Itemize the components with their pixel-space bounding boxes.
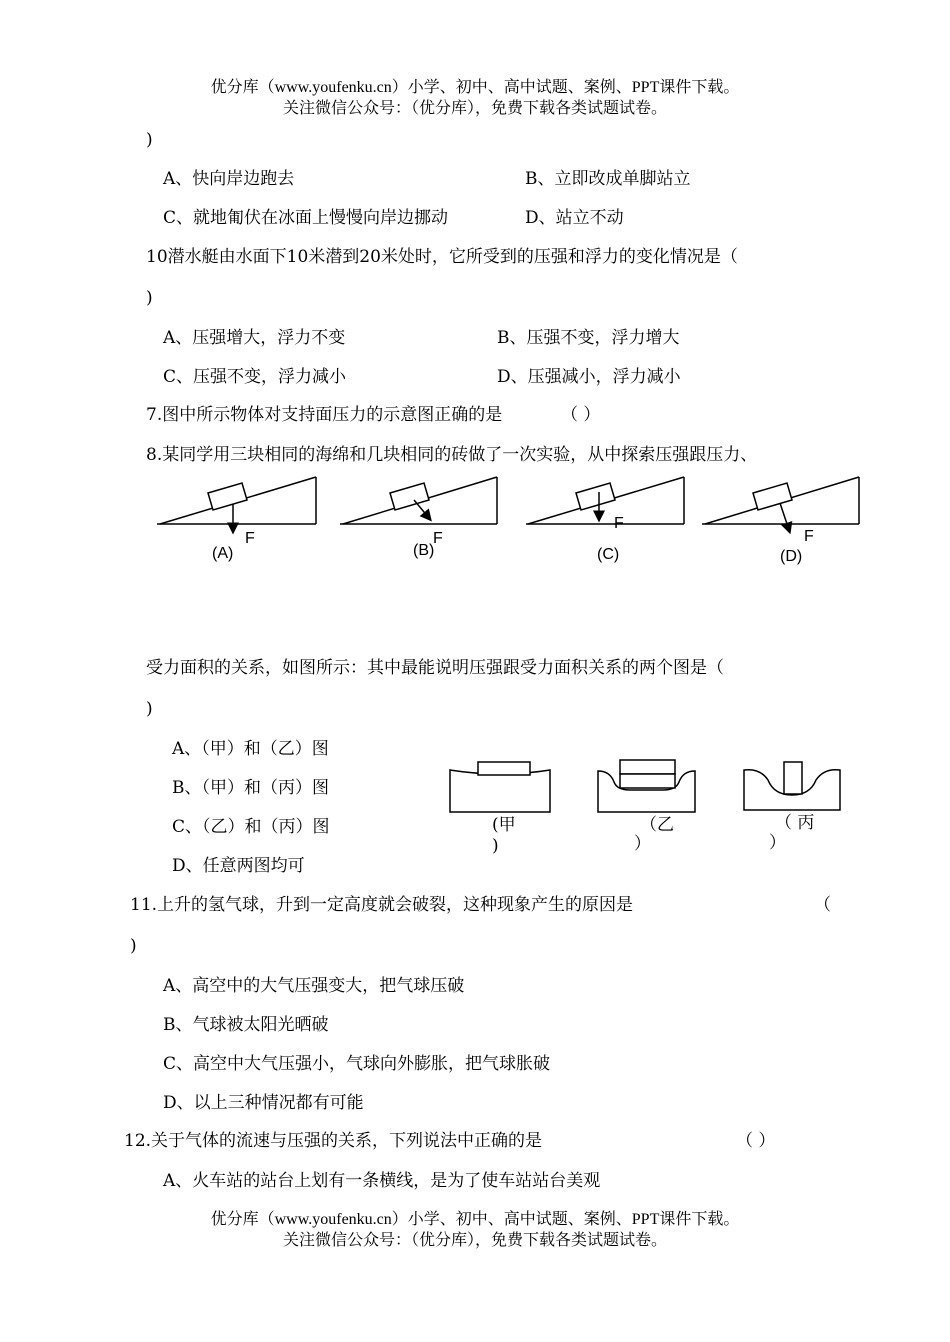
sponge-label-bing-close: ）: [769, 833, 786, 853]
header-line-1: 优分库（www.youfenku.cn）小学、初中、高中试题、案例、PPT课件下载。: [210, 79, 740, 96]
q11-option-c: C、高空中大气压强小，气球向外膨胀，把气球胀破: [163, 1054, 551, 1074]
q8-option-b: B、（甲）和（丙）图: [172, 778, 329, 798]
q11-stem: 11.上升的氢气球，升到一定高度就会破裂，这种现象产生的原因是: [130, 895, 634, 915]
q10-option-d: D、压强减小，浮力减小: [497, 367, 681, 387]
incline-c: [526, 477, 684, 524]
sponge-bing: [744, 762, 840, 810]
incline-a: [157, 477, 316, 530]
label-a: (A): [212, 545, 234, 562]
q8-option-a: A、（甲）和（乙）图: [172, 739, 329, 759]
q7-blank: （ ）: [561, 405, 601, 425]
label-d: (D): [780, 548, 803, 565]
label-c: (C): [597, 546, 620, 563]
sponge-label-jia: (甲: [492, 815, 516, 835]
q12-option-a: A、火车站的站台上划有一条横线，是为了使车站站台美观: [163, 1171, 601, 1191]
q10-option-a: A、压强增大，浮力不变: [163, 328, 346, 348]
q8-stem-line-2: 受力面积的关系，如图所示：其中最能说明压强跟受力面积关系的两个图是（: [146, 658, 724, 678]
q10-option-b: B、压强不变，浮力增大: [497, 328, 680, 348]
sponge-label-bing: （ 丙: [775, 813, 815, 833]
q11-option-b: B、气球被太阳光晒破: [163, 1015, 329, 1035]
force-label-b: F: [433, 530, 443, 547]
q11-open: （: [814, 895, 831, 915]
incline-b: [340, 477, 497, 524]
prev-option-d: D、站立不动: [525, 208, 624, 228]
q11-close: ): [130, 936, 137, 956]
q11-option-a: A、高空中的大气压强变大，把气球压破: [163, 976, 465, 996]
prev-option-a: A、快向岸边跑去: [163, 169, 295, 189]
header-line-2: 关注微信公众号：（优分库），免费下载各类试题试卷。: [282, 100, 667, 117]
incline-d: [702, 477, 859, 530]
prev-question-close: ): [146, 130, 153, 150]
q10-option-c: C、压强不变，浮力减小: [163, 367, 347, 387]
q10-close: ): [146, 288, 153, 308]
prev-option-b: B、立即改成单脚站立: [525, 169, 691, 189]
q8-option-d: D、任意两图均可: [172, 856, 305, 876]
force-label-a: F: [245, 530, 255, 547]
q8-stem-line-1: 8.某同学用三块相同的海绵和几块相同的砖做了一次实验，从中探索压强跟压力、: [146, 445, 758, 465]
q11-option-d: D、以上三种情况都有可能: [163, 1093, 364, 1113]
q10-stem: 10潜水艇由水面下10米潜到20米处时，它所受到的压强和浮力的变化情况是（: [146, 247, 738, 267]
q8-option-c: C、（乙）和（丙）图: [172, 817, 330, 837]
sponge-label-yi: （乙: [640, 815, 674, 835]
force-label-c: F: [614, 515, 624, 532]
sponge-label-jia-close: ): [492, 836, 499, 856]
label-b: (B): [413, 542, 435, 559]
sponge-yi: [598, 760, 695, 812]
q12-blank: （ ）: [736, 1131, 776, 1151]
sponge-jia: [450, 762, 550, 812]
q12-stem: 12.关于气体的流速与压强的关系，下列说法中正确的是: [124, 1131, 543, 1151]
sponge-label-yi-close: ）: [634, 834, 651, 854]
footer-line-1: 优分库（www.youfenku.cn）小学、初中、高中试题、案例、PPT课件下载。: [210, 1211, 740, 1228]
force-label-d: F: [804, 528, 814, 545]
prev-option-c: C、就地匍伏在冰面上慢慢向岸边挪动: [163, 208, 449, 228]
q7-stem: 7.图中所示物体对支持面压力的示意图正确的是: [146, 405, 503, 425]
footer-line-2: 关注微信公众号：（优分库），免费下载各类试题试卷。: [282, 1232, 667, 1249]
q8-close: ): [146, 699, 153, 719]
